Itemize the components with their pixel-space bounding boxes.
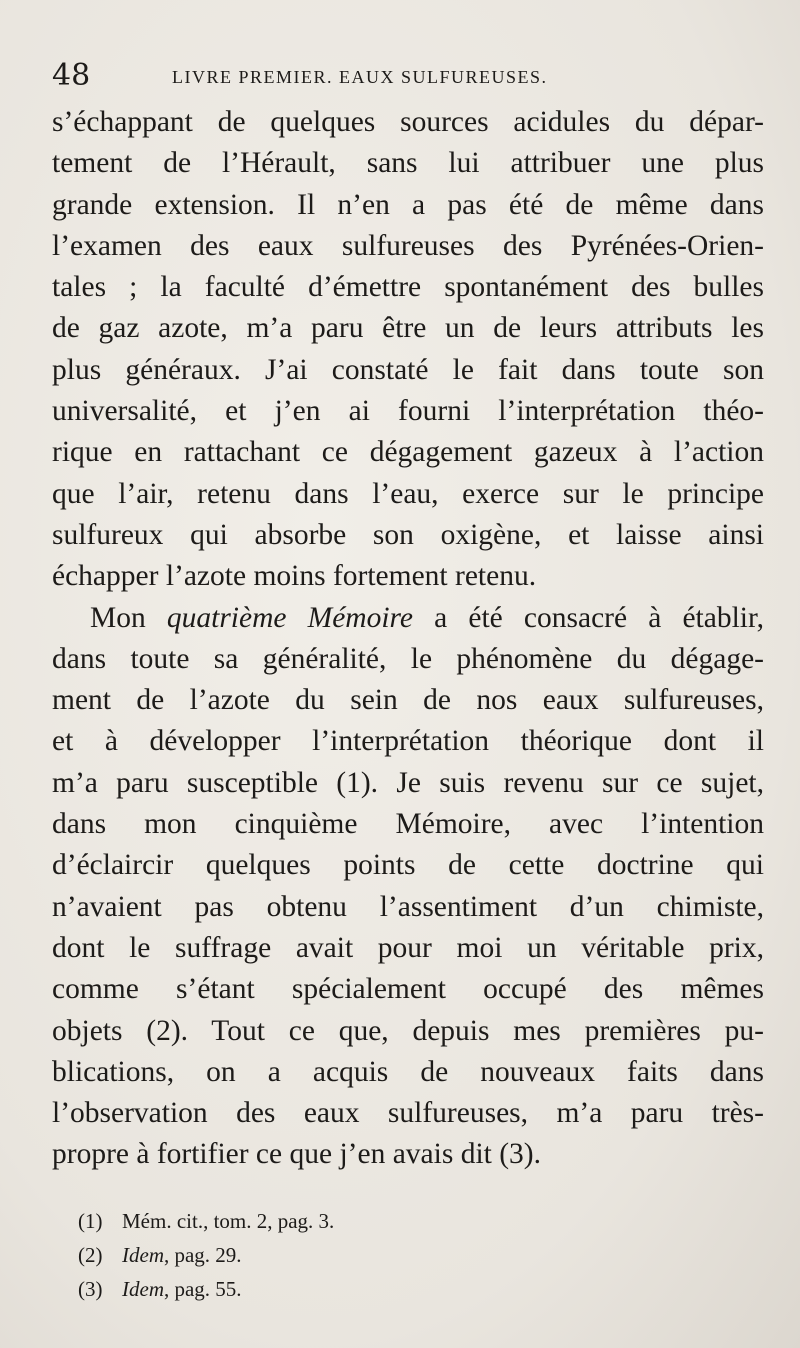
text-line: blications, on a acquis de nouveaux faits dans [52, 1055, 764, 1088]
footnote [78, 1238, 678, 1272]
text-run: Mon [90, 601, 167, 634]
text-line: dont le suffrage avait pour moi un véritable prix, [52, 931, 764, 964]
running-title: LIVRE PREMIER. EAUX SULFUREUSES. [172, 67, 548, 87]
text-line: objets (2). Tout ce que, depuis mes premières pu- [52, 1014, 764, 1047]
text-line: de gaz azote, m’a paru être un de leurs attributs les [52, 312, 764, 345]
text-line: n’avaient pas obtenu l’assentiment d’un chimiste, [52, 890, 764, 923]
text-line: comme s’étant spécialement occupé des mêmes [52, 973, 764, 1006]
text-line: tales ; la faculté d’émettre spontanément des bulles [52, 271, 764, 304]
footnote-text: Mém. cit., tom. 2, pag. 3. [122, 1209, 335, 1233]
footnote-label: (3) [78, 1277, 103, 1301]
text-line: ment de l’azote du sein de nos eaux sulfureuses, [52, 684, 764, 717]
text-line: échapper l’azote moins fortement retenu. [52, 560, 537, 593]
text-line: s’échappant de quelques sources acidules du dépar- [52, 106, 764, 138]
text-run: a été consacré à établir, [413, 601, 765, 634]
footnote-italic: Idem [122, 1243, 164, 1267]
text-line: m’a paru susceptible (1). Je suis revenu sur ce sujet, [52, 766, 764, 799]
text-line: que l’air, retenu dans l’eau, exerce sur le principe [52, 477, 764, 510]
text-line: plus généraux. J’ai constaté le fait dans toute son [52, 353, 764, 386]
text-line: dans toute sa généralité, le phénomène du dégage- [52, 642, 764, 675]
text-line: sulfureux qui absorbe son oxigène, et laisse ainsi [52, 518, 764, 551]
paragraph-2 [52, 598, 764, 1176]
footnote-text: , pag. 55. [163, 1277, 242, 1301]
text-line: et à développer l’interprétation théorique dont il [52, 725, 764, 758]
page-header [52, 58, 764, 94]
footnote-label: (2) [78, 1243, 103, 1267]
footnote-text: , pag. 29. [163, 1243, 242, 1267]
text-line: rique en rattachant ce dégagement gazeux à l’action [52, 436, 764, 469]
paragraph-1 [52, 102, 764, 598]
text-line: grande extension. Il n’en a pas été de même dans [52, 188, 764, 221]
text-line: l’examen des eaux sulfureuses des Pyrénées-Orien- [52, 229, 764, 262]
footnote [78, 1272, 678, 1306]
footnote-italic: Idem [122, 1277, 164, 1301]
page-number: 48 [52, 58, 91, 93]
text-line: dans mon cinquième Mémoire, avec l’intention [52, 808, 764, 841]
footnotes [78, 1204, 678, 1306]
text-line: d’éclaircir quelques points de cette doctrine qui [52, 849, 764, 882]
text-line: l’observation des eaux sulfureuses, m’a paru très- [52, 1097, 764, 1130]
text-line: universalité, et j’en ai fourni l’interprétation théo- [52, 395, 764, 428]
text-line: propre à fortifier ce que j’en avais dit (3). [52, 1138, 541, 1171]
text-line-first [52, 598, 764, 639]
footnote-label: (1) [78, 1209, 103, 1233]
italic-title: quatrième Mémoire [166, 601, 414, 634]
text-line: tement de l’Hérault, sans lui attribuer une plus [52, 147, 764, 180]
body-text [52, 102, 764, 1176]
footnote [78, 1204, 678, 1238]
